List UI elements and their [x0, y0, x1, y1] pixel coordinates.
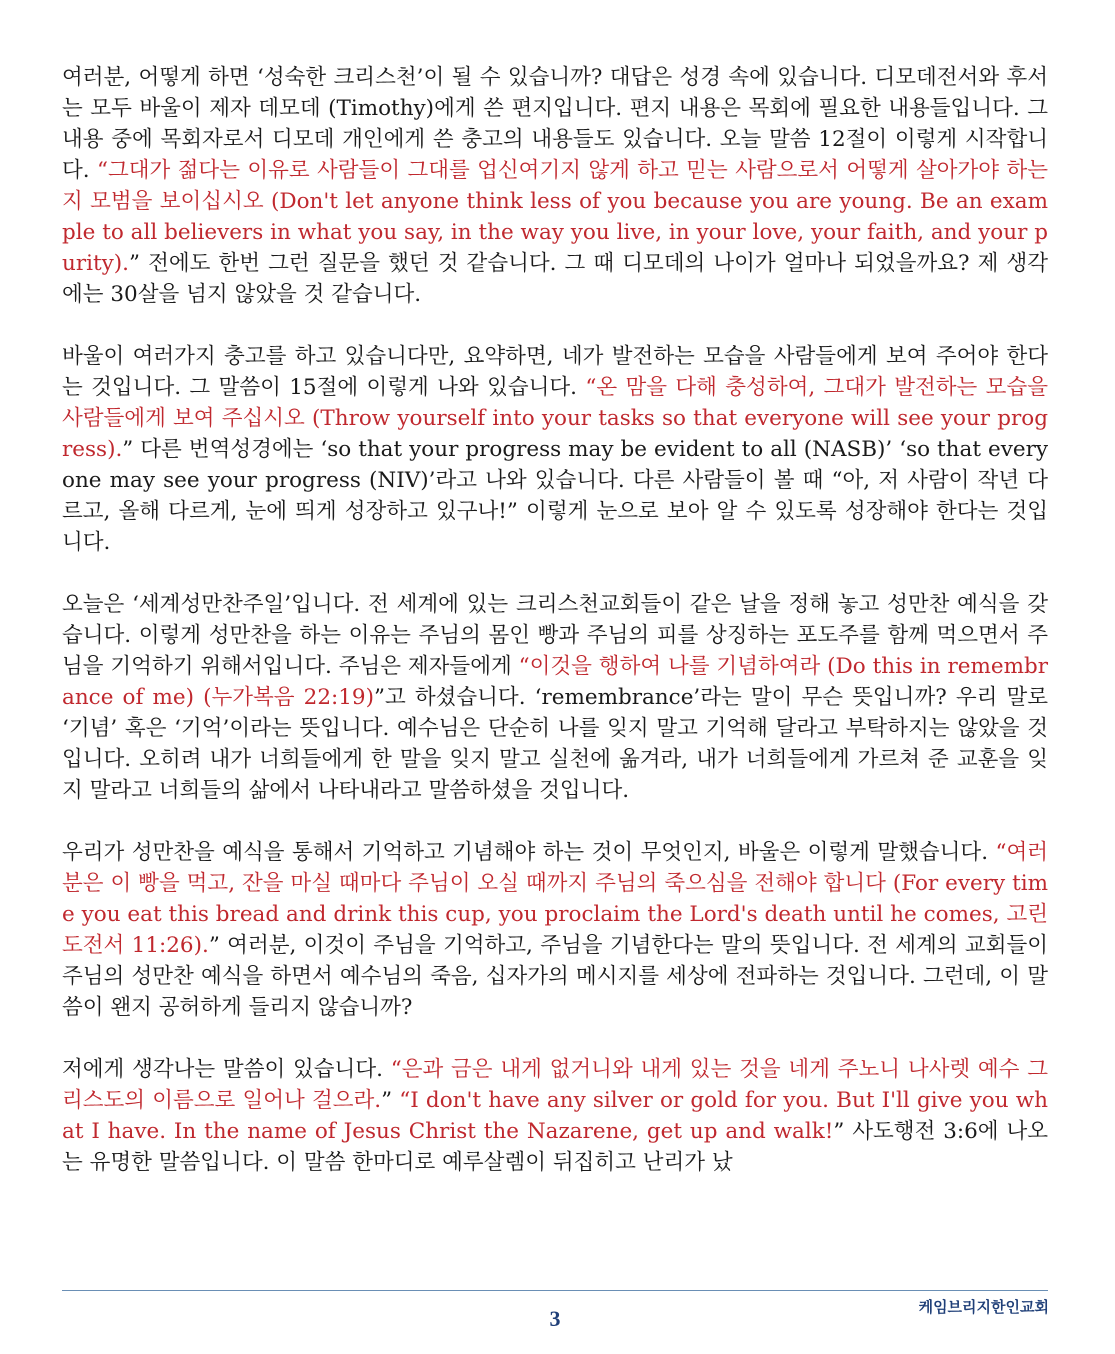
body-text: ”고 하셨습니다. ‘remembrance’라는 말이 무슨 뜻입니까? 우리 말로 ‘기념’ 혹은 ‘기억’이라는 뜻입니다. 예수님은 단순히 나를 잊지 말고 기억해 달라고 부탁하지는 않았을 것입니다. 오히려 내가 너희들에게 한 말을 잊지 말고 실천에 옮겨라, 내가 너희들에게 가르쳐 준 교훈을 잊지 말라고 너희들의 삶에서 나타내라고 말씀하셨을 것입니다. — [62, 685, 1048, 803]
body-text: ” 전에도 한번 그런 질문을 했던 것 같습니다. 그 때 디모데의 나이가 얼마나 되었을까요? 제 생각에는 30살을 넘지 않았을 것 같습니다. — [62, 251, 1048, 307]
paragraph — [62, 341, 1048, 558]
paragraph — [62, 589, 1048, 806]
footer-divider — [62, 1290, 1048, 1291]
scripture-quote: “온 맘을 다해 충성하여, 그대가 발전하는 모습을 사람들에게 보여 주십시오 (Throw yourself into your tasks so that everyone will see your progress). — [62, 375, 1048, 462]
body-text: 저에게 생각나는 말씀이 있습니다. — [62, 1057, 391, 1082]
scripture-quote: “여러분은 이 빵을 먹고, 잔을 마실 때마다 주님이 오실 때까지 주님의 죽으심을 전해야 합니다 (For every time you eat this bread and drink this cup, you proclaim the Lord's death until he comes, 고린도전서 11:26). — [62, 840, 1048, 958]
scripture-quote: “그대가 젊다는 이유로 사람들이 그대를 업신여기지 않게 하고 믿는 사람으로서 어떻게 살아가야 하는지 모범을 보이십시오 (Don't let anyone think less of you because you are young. Be an example to all believers in what you say, in the way you live, in your love, your faith, and your purity). — [62, 158, 1048, 276]
paragraph — [62, 1054, 1048, 1178]
paragraph — [62, 837, 1048, 1023]
body-text: ” — [381, 1088, 400, 1113]
sermon-body — [62, 62, 1048, 1209]
paragraph — [62, 62, 1048, 310]
body-text: 우리가 성만찬을 예식을 통해서 기억하고 기념해야 하는 것이 무엇인지, 바울은 이렇게 말했습니다. — [62, 840, 996, 865]
body-text: 바울이 여러가지 충고를 하고 있습니다만, 요약하면, 네가 발전하는 모습을 사람들에게 보여 주어야 한다는 것입니다. 그 말씀이 15절에 이렇게 나와 있습니다. — [62, 344, 1048, 400]
scripture-quote: “I don't have any silver or gold for you. But I'll give you what I have. In the name of Jesus Christ the Nazarene, get up and walk! — [62, 1088, 1049, 1144]
body-text: ” 여러분, 이것이 주님을 기억하고, 주님을 기념한다는 말의 뜻입니다. 전 세계의 교회들이 주님의 성만찬 예식을 하면서 예수님의 죽음, 십자가의 메시지를 세상에 전파하는 것입니다. 그런데, 이 말씀이 왠지 공허하게 들리지 않습니까? — [62, 933, 1049, 1020]
body-text: ” 다른 번역성경에는 ‘so that your progress may be evident to all (NASB)’ ‘so that everyone may see your progress (NIV)’라고 나와 있습니다. 다른 사람들이 볼 때 “아, 저 사람이 작년 다르고, 올해 다르게, 눈에 띄게 성장하고 있구나!” 이렇게 눈으로 보아 알 수 있도록 성장해야 한다는 것입니다. — [62, 437, 1048, 555]
scripture-quote: “이것을 행하여 나를 기념하여라 (Do this in remembrance of me) (누가복음 22:19) — [62, 654, 1049, 710]
body-text: 여러분, 어떻게 하면 ‘성숙한 크리스천’이 될 수 있습니까? 대답은 성경 속에 있습니다. 디모데전서와 후서는 모두 바울이 제자 데모데 (Timothy)에게 쓴 편지입니다. 편지 내용은 목회에 필요한 내용들입니다. 그 내용 중에 목회자로서 디모데 개인에게 쓴 충고의 내용들도 있습니다. 오늘 말씀 12절이 이렇게 시작합니다. — [62, 65, 1048, 183]
page-number: 3 — [549, 1306, 561, 1331]
scripture-quote: “은과 금은 내게 없거니와 내게 있는 것을 네게 주노니 나사렛 예수 그리스도의 이름으로 일어나 걸으라. — [62, 1057, 1048, 1113]
body-text: ” 사도행전 3:6에 나오는 유명한 말씀입니다. 이 말씀 한마디로 예루살렘이 뒤집히고 난리가 났 — [62, 1119, 1048, 1175]
church-name: 케임브리지한인교회 — [918, 1298, 1049, 1316]
body-text: 오늘은 ‘세계성만찬주일’입니다. 전 세계에 있는 크리스천교회들이 같은 날을 정해 놓고 성만찬 예식을 갖습니다. 이렇게 성만찬을 하는 이유는 주님의 몸인 빵과 주님의 피를 상징하는 포도주를 함께 먹으면서 주님을 기억하기 위해서입니다. 주님은 제자들에게 — [62, 592, 1048, 679]
